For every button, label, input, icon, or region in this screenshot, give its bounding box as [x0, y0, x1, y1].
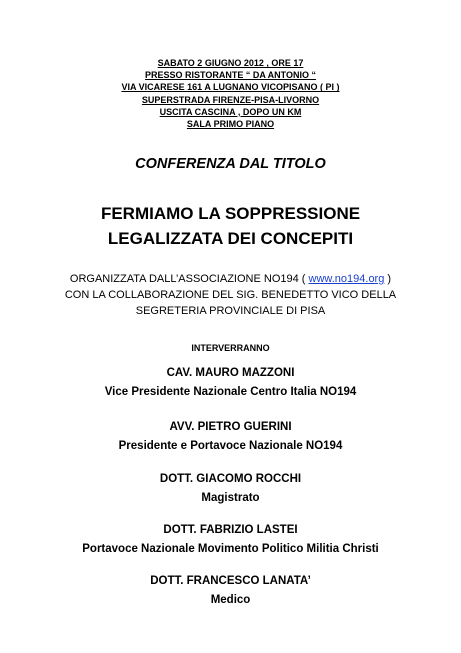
organizer-line-3: SEGRETERIA PROVINCIALE DI PISA [135, 305, 326, 317]
title-line-2: LEGALIZZATA DEI CONCEPITI [107, 229, 354, 248]
speaker-block [0, 521, 461, 559]
organizer-website-link[interactable]: www.no194.org [308, 273, 385, 285]
speaker-name: AVV. PIETRO GUERINI [169, 421, 292, 433]
organizer-line-1 [0, 271, 461, 287]
speaker-role: Portavoce Nazionale Movimento Politico Militia Christi [82, 543, 379, 555]
event-room: SALA PRIMO PIANO [186, 119, 275, 130]
organizer-prefix: ORGANIZZATA DALL’ASSOCIAZIONE NO194 ( [69, 273, 306, 285]
event-venue: PRESSO RISTORANTE “ DA ANTONIO “ [144, 70, 317, 81]
speaker-block [0, 470, 461, 508]
event-directions-road: SUPERSTRADA FIRENZE-PISA-LIVORNO [141, 94, 320, 105]
title-line-1: FERMIAMO LA SOPPRESSIONE [100, 204, 361, 223]
speaker-block [0, 572, 461, 610]
speaker-role: Presidente e Portavoce Nazionale NO194 [118, 440, 343, 452]
speaker-role: Medico [210, 594, 251, 606]
speaker-block [0, 364, 461, 402]
event-directions-exit: USCITA CASCINA , DOPO UN KM [159, 106, 302, 117]
conference-subtitle: CONFERENZA DAL TITOLO [135, 156, 326, 172]
speaker-name: DOTT. GIACOMO ROCCHI [159, 473, 302, 485]
speakers-heading: INTERVERRANNO [191, 343, 270, 353]
speaker-name: CAV. MAURO MAZZONI [166, 367, 295, 379]
speaker-role: Magistrato [201, 492, 260, 504]
organizer-block [0, 271, 461, 319]
event-date-time: SABATO 2 GIUGNO 2012 , ORE 17 [157, 58, 304, 68]
speaker-block [0, 418, 461, 456]
event-details [0, 57, 461, 130]
conference-title [0, 201, 461, 251]
speaker-name: DOTT. FRANCESCO LANATA’ [150, 575, 311, 587]
event-address: VIA VICARESE 161 A LUGNANO VICOPISANO ( PI ) [121, 82, 340, 93]
speaker-role: Vice Presidente Nazionale Centro Italia NO194 [104, 386, 357, 398]
organizer-suffix: ) [387, 273, 392, 285]
speaker-name: DOTT. FABRIZIO LASTEI [163, 524, 298, 536]
organizer-line-2: CON LA COLLABORAZIONE DEL SIG. BENEDETTO VICO DELLA [64, 289, 397, 301]
